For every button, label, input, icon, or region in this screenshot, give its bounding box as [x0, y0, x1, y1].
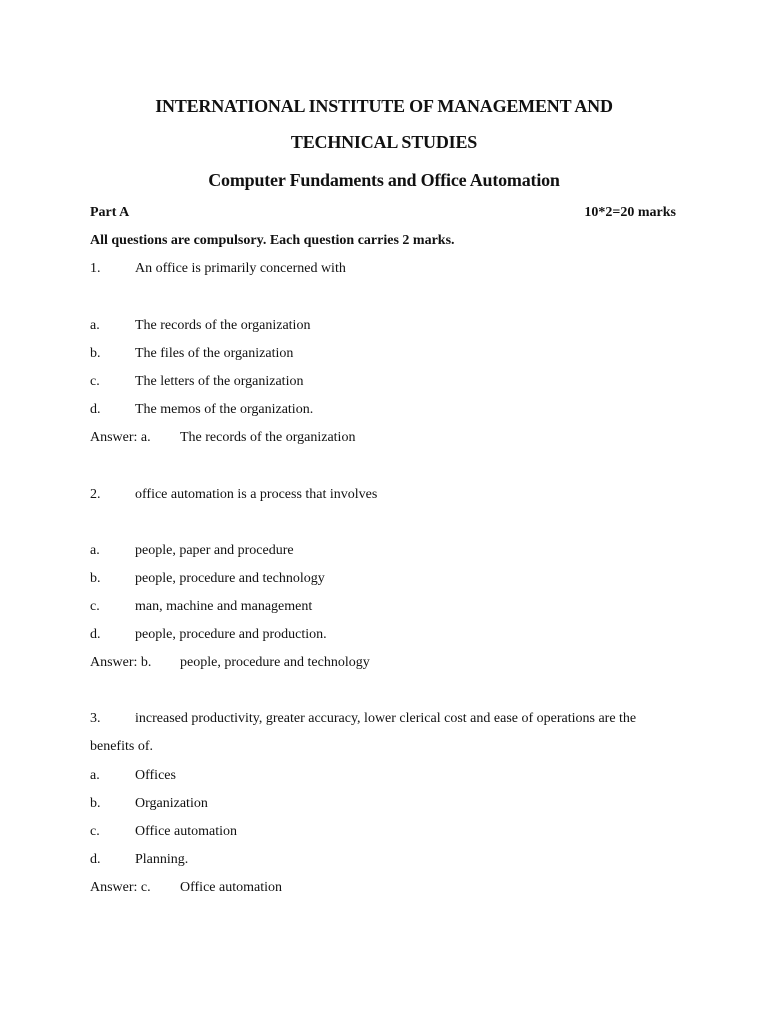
part-label: Part A [90, 205, 130, 220]
question-text: An office is primarily concerned with [135, 261, 346, 276]
answer-label: Answer: a. [90, 430, 151, 445]
option-text: The letters of the organization [135, 374, 304, 389]
marks-label: 10*2=20 marks [584, 205, 676, 220]
institute-title-line-1: INTERNATIONAL INSTITUTE OF MANAGEMENT AND [155, 96, 613, 116]
option-key: c. [90, 599, 100, 614]
option-key: d. [90, 852, 101, 867]
option-key: d. [90, 402, 101, 417]
question-3-continuation: benefits of. [90, 739, 153, 754]
option-3a [90, 768, 176, 784]
option-text: Office automation [135, 824, 237, 839]
option-key: c. [90, 824, 100, 839]
option-2b [90, 571, 325, 587]
option-text: Organization [135, 796, 208, 811]
option-2c [90, 599, 312, 615]
answer-text: people, procedure and technology [180, 655, 370, 670]
answer-1 [90, 430, 355, 446]
option-text: Offices [135, 768, 176, 783]
option-3d [90, 852, 188, 868]
option-3c [90, 824, 237, 840]
option-key: a. [90, 318, 100, 333]
option-text: people, paper and procedure [135, 543, 294, 558]
institute-title-line-2: TECHNICAL STUDIES [290, 132, 478, 152]
option-text: people, procedure and technology [135, 571, 325, 586]
option-key: b. [90, 796, 101, 811]
option-key: c. [90, 374, 100, 389]
option-key: a. [90, 768, 100, 783]
option-text: people, procedure and production. [135, 627, 327, 642]
answer-text: The records of the organization [180, 430, 356, 445]
answer-3 [90, 880, 282, 896]
option-key: b. [90, 346, 101, 361]
question-3 [90, 711, 636, 727]
instructions: All questions are compulsory. Each question carries 2 marks. [90, 233, 455, 248]
answer-text: Office automation [180, 880, 282, 895]
option-2d [90, 627, 327, 643]
question-2 [90, 487, 377, 503]
question-text: office automation is a process that involves [135, 487, 378, 502]
question-number: 3. [90, 711, 101, 726]
answer-2 [90, 655, 370, 671]
option-text: The memos of the organization. [135, 402, 314, 417]
option-1d [90, 402, 313, 418]
option-1c [90, 374, 303, 390]
question-number: 2. [90, 487, 101, 502]
option-key: d. [90, 627, 101, 642]
subject-title: Computer Fundaments and Office Automation [208, 170, 560, 190]
answer-label: Answer: c. [90, 880, 151, 895]
option-1b [90, 346, 293, 362]
option-3b [90, 796, 208, 812]
option-text: man, machine and management [135, 599, 313, 614]
option-1a [90, 318, 310, 334]
question-number: 1. [90, 261, 101, 276]
question-text: increased productivity, greater accuracy, lower clerical cost and ease of operations are the [135, 711, 637, 726]
option-text: The records of the organization [135, 318, 311, 333]
option-text: Planning. [135, 852, 189, 867]
option-key: b. [90, 571, 101, 586]
question-1 [90, 261, 346, 277]
option-2a [90, 543, 294, 559]
answer-label: Answer: b. [90, 655, 152, 670]
option-key: a. [90, 543, 100, 558]
option-text: The files of the organization [135, 346, 294, 361]
